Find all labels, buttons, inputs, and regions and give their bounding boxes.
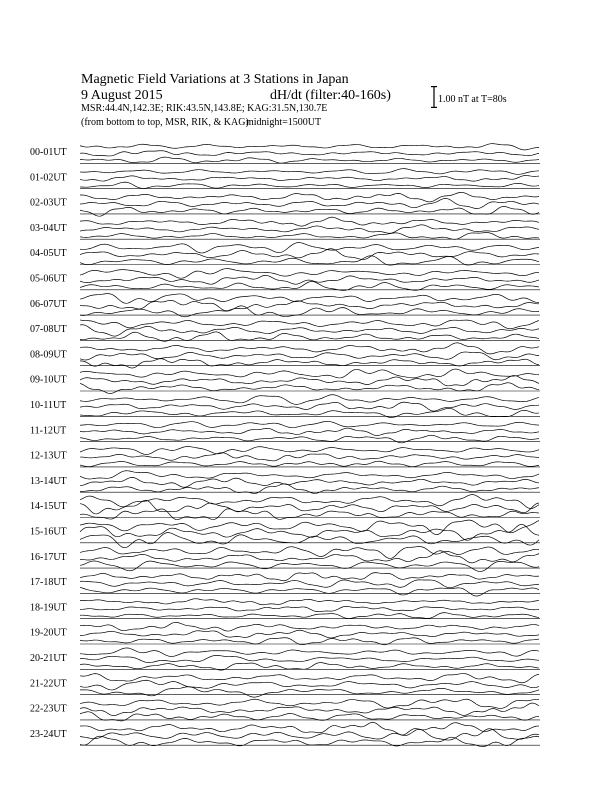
hour-label: 01-02UT: [30, 172, 67, 184]
midnight-note: midnight=1500UT: [246, 117, 322, 128]
trace-rik: [80, 655, 539, 662]
trace-msr: [80, 282, 539, 291]
trace-msr: [80, 359, 539, 368]
hour-label: 14-15UT: [30, 501, 67, 513]
trace-msr: [80, 587, 539, 596]
trace-rik: [80, 703, 539, 716]
trace-kag: [80, 471, 539, 479]
hour-label: 22-23UT: [30, 703, 67, 715]
trace-rik: [80, 176, 539, 182]
trace-rik: [80, 428, 539, 435]
hour-label: 16-17UT: [30, 551, 67, 563]
hour-label: 09-10UT: [30, 374, 67, 386]
hour-label: 12-13UT: [30, 450, 67, 462]
trace-kag: [80, 144, 539, 150]
trace-rik: [80, 477, 539, 487]
trace-msr: [80, 182, 539, 188]
hour-label: 15-16UT: [30, 526, 67, 538]
trace-kag: [80, 599, 539, 605]
filter-label: dH/dt (filter:40-160s): [270, 88, 391, 103]
trace-rik: [80, 325, 539, 336]
hour-label: 11-12UT: [30, 425, 67, 437]
hour-label: 02-03UT: [30, 197, 67, 209]
trace-kag: [80, 447, 539, 455]
trace-kag: [80, 395, 539, 405]
hour-label: 13-14UT: [30, 475, 67, 487]
chart-title: Magnetic Field Variations at 3 Stations in Japan: [81, 72, 349, 87]
trace-msr: [80, 332, 539, 341]
trace-kag: [80, 269, 539, 279]
hour-label: 10-11UT: [30, 400, 67, 411]
trace-rik: [80, 630, 539, 638]
trace-msr: [80, 461, 539, 466]
station-coordinates: MSR:44.4N,142.3E; RIK:43.5N,143.8E; KAG:31.5N,130.7E: [81, 103, 328, 114]
trace-kag: [80, 520, 539, 535]
scale-label: 1.00 nT at T=80s: [438, 94, 507, 105]
trace-msr: [80, 157, 539, 163]
trace-rik: [80, 275, 539, 284]
station-order-note: (from bottom to top, MSR, RIK, & KAG): [81, 117, 249, 128]
trace-msr: [80, 256, 539, 265]
date-label: 9 August 2015: [81, 88, 163, 103]
trace-rik: [80, 151, 539, 156]
hour-label: 05-06UT: [30, 273, 67, 285]
trace-kag: [80, 547, 539, 559]
trace-kag: [80, 169, 539, 175]
trace-kag: [80, 217, 539, 226]
trace-rik: [80, 352, 539, 360]
trace-kag: [80, 192, 539, 202]
trace-msr: [80, 613, 539, 619]
trace-rik: [80, 198, 539, 208]
trace-kag: [80, 573, 539, 581]
hour-label: 08-09UT: [30, 349, 67, 361]
hour-label: 23-24UT: [30, 728, 67, 740]
hour-label: 20-21UT: [30, 653, 67, 664]
trace-msr: [80, 687, 539, 697]
hour-label: 06-07UT: [30, 298, 67, 310]
trace-rik: [80, 580, 539, 588]
hour-label: 03-04UT: [30, 222, 67, 234]
trace-rik: [80, 606, 539, 611]
trace-rik: [80, 225, 539, 233]
trace-rik: [80, 680, 539, 690]
hour-label: 19-20UT: [30, 627, 67, 639]
trace-kag: [80, 699, 539, 708]
trace-kag: [80, 421, 539, 427]
trace-msr: [80, 383, 539, 394]
trace-msr: [80, 207, 539, 217]
trace-rik: [80, 402, 539, 411]
hour-label: 07-08UT: [30, 324, 67, 336]
trace-rik: [80, 729, 539, 740]
trace-kag: [80, 294, 539, 304]
hour-label: 17-18UT: [30, 577, 67, 589]
hour-label: 00-01UT: [30, 147, 67, 158]
trace-kag: [80, 622, 539, 631]
hour-label: 18-19UT: [30, 602, 67, 614]
trace-rik: [80, 375, 539, 385]
trace-rik: [80, 300, 539, 310]
hour-label: 21-22UT: [30, 678, 67, 690]
trace-kag: [80, 369, 539, 378]
hour-label: 04-05UT: [30, 248, 67, 260]
trace-kag: [80, 648, 539, 657]
trace-msr: [80, 233, 539, 240]
trace-kag: [80, 722, 539, 735]
trace-kag: [80, 320, 539, 329]
